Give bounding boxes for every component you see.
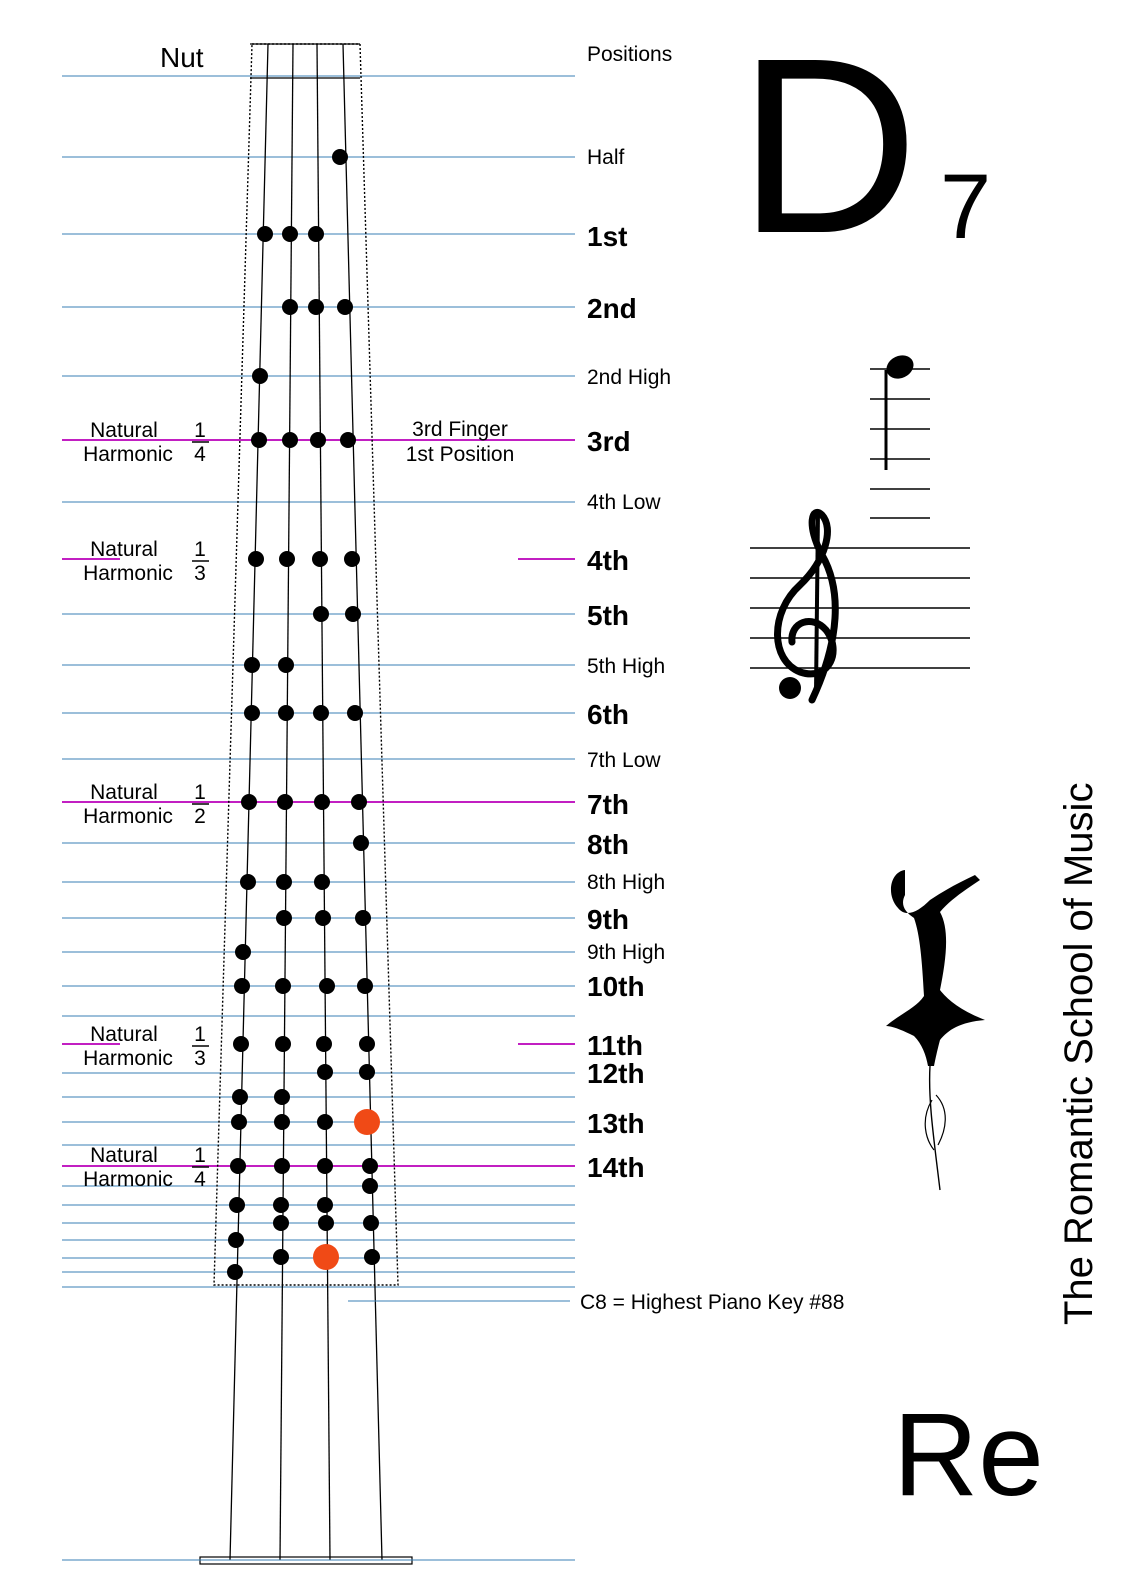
position-label-3rd: 3rd — [587, 426, 631, 457]
note-dot — [310, 432, 326, 448]
harmonic-label-harmonic: Harmonic — [83, 443, 173, 466]
finger-dots — [227, 149, 380, 1280]
position-label-10th: 10th — [587, 971, 645, 1002]
nut-label: Nut — [160, 42, 204, 73]
note-dot — [347, 705, 363, 721]
harmonic-label-natural: Natural — [90, 419, 158, 442]
position-label-14th: 14th — [587, 1152, 645, 1183]
note-dot — [244, 705, 260, 721]
note-dot — [234, 978, 250, 994]
harmonic-denominator: 2 — [194, 805, 206, 828]
note-dot — [337, 299, 353, 315]
note-dot — [274, 1158, 290, 1174]
position-label-4th: 4th — [587, 545, 629, 576]
harmonic-label-group — [83, 538, 209, 585]
position-label-1st: 1st — [587, 221, 628, 252]
position-label-8th-high: 8th High — [587, 871, 666, 894]
position-labels — [587, 146, 671, 1183]
note-dot — [318, 1215, 334, 1231]
harmonic-label-harmonic: Harmonic — [83, 805, 173, 828]
note-dot — [317, 1114, 333, 1130]
note-dot — [332, 149, 348, 165]
position-label-6th: 6th — [587, 699, 629, 730]
note-dot — [317, 1064, 333, 1080]
position-label-2nd: 2nd — [587, 293, 637, 324]
note-dot — [231, 1114, 247, 1130]
note-dot — [240, 874, 256, 890]
school-name: The Romantic School of Music — [1057, 782, 1101, 1325]
harmonic-numerator: 1 — [194, 1144, 206, 1167]
note-dot — [357, 978, 373, 994]
note-dot — [316, 1036, 332, 1052]
note-dot — [273, 1215, 289, 1231]
note-dot — [345, 606, 361, 622]
position-label-12th: 12th — [587, 1058, 645, 1089]
harmonic-label-harmonic: Harmonic — [83, 562, 173, 585]
note-dot — [277, 794, 293, 810]
note-dot — [274, 1089, 290, 1105]
note-dot — [257, 226, 273, 242]
harmonic-label-group — [83, 1144, 209, 1191]
note-dot — [363, 1215, 379, 1231]
note-dot — [314, 874, 330, 890]
position-label-5th: 5th — [587, 600, 629, 631]
note-dot — [230, 1158, 246, 1174]
note-dot — [364, 1249, 380, 1265]
harmonic-label-natural: Natural — [90, 538, 158, 561]
note-dot — [279, 551, 295, 567]
note-dot — [308, 299, 324, 315]
note-head-icon — [883, 351, 918, 470]
note-dot — [275, 978, 291, 994]
position-label-5th-high: 5th High — [587, 655, 666, 678]
note-dot — [282, 299, 298, 315]
harmonic-label-group — [83, 1023, 209, 1070]
note-dot — [308, 226, 324, 242]
note-dot — [273, 1197, 289, 1213]
treble-clef-icon — [778, 512, 836, 700]
note-dot — [248, 551, 264, 567]
note-dot — [359, 1036, 375, 1052]
note-dot — [278, 657, 294, 673]
positions-heading: Positions — [587, 43, 673, 66]
note-dot — [276, 910, 292, 926]
note-dot — [355, 910, 371, 926]
harmonic-numerator: 1 — [194, 419, 206, 442]
harmonic-denominator: 4 — [194, 1168, 206, 1191]
note-dot — [319, 978, 335, 994]
note-dot — [351, 794, 367, 810]
harmonic-denominator: 4 — [194, 443, 206, 466]
harmonic-numerator: 1 — [194, 538, 206, 561]
note-dot — [359, 1064, 375, 1080]
note-dot — [244, 657, 260, 673]
harmonic-denominator: 3 — [194, 1047, 206, 1070]
harmonic-label-natural: Natural — [90, 781, 158, 804]
note-dot — [317, 1197, 333, 1213]
highlighted-note-dot — [313, 1244, 339, 1270]
note-dot — [241, 794, 257, 810]
note-dot — [313, 705, 329, 721]
note-dot — [228, 1232, 244, 1248]
note-dot — [252, 368, 268, 384]
position-label-9th: 9th — [587, 904, 629, 935]
position-label-7th-low: 7th Low — [587, 749, 661, 772]
harmonic-label-natural: Natural — [90, 1023, 158, 1046]
note-dot — [274, 1114, 290, 1130]
position-label-8th: 8th — [587, 829, 629, 860]
chord-number: 7 — [940, 156, 992, 258]
note-dot — [353, 835, 369, 851]
note-dot — [233, 1036, 249, 1052]
finger-note-line-2: 1st Position — [405, 443, 515, 466]
note-dot — [235, 944, 251, 960]
harmonic-numerator: 1 — [194, 781, 206, 804]
violinist-silhouette-icon — [886, 870, 985, 1190]
note-dot — [227, 1264, 243, 1280]
position-label-half: Half — [587, 146, 625, 169]
harmonic-labels — [83, 419, 209, 1191]
note-dot — [340, 432, 356, 448]
harmonic-numerator: 1 — [194, 1023, 206, 1046]
harmonic-label-group — [83, 781, 209, 828]
harmonic-label-group — [83, 419, 209, 466]
note-dot — [317, 1158, 333, 1174]
note-dot — [344, 551, 360, 567]
highest-note-label: C8 = Highest Piano Key #88 — [580, 1291, 845, 1314]
note-dot — [362, 1178, 378, 1194]
position-label-9th-high: 9th High — [587, 941, 666, 964]
note-dot — [312, 551, 328, 567]
position-label-13th: 13th — [587, 1108, 645, 1139]
note-dot — [275, 1036, 291, 1052]
note-dot — [282, 226, 298, 242]
harmonic-denominator: 3 — [194, 562, 206, 585]
note-dot — [313, 606, 329, 622]
note-dot — [251, 432, 267, 448]
harmonic-label-harmonic: Harmonic — [83, 1047, 173, 1070]
chord-letter: D — [738, 6, 919, 285]
highlighted-note-dot — [354, 1109, 380, 1135]
note-dot — [273, 1249, 289, 1265]
note-dot — [314, 794, 330, 810]
harmonic-label-harmonic: Harmonic — [83, 1168, 173, 1191]
position-label-7th: 7th — [587, 789, 629, 820]
position-label-11th: 11th — [587, 1030, 644, 1061]
position-label-4th-low: 4th Low — [587, 491, 661, 514]
note-dot — [229, 1197, 245, 1213]
ledger-lines — [870, 369, 930, 518]
note-dot — [278, 705, 294, 721]
position-label-2nd-high: 2nd High — [587, 366, 672, 389]
finger-note-line-1: 3rd Finger — [412, 418, 508, 441]
note-dot — [315, 910, 331, 926]
note-dot — [276, 874, 292, 890]
solfege-syllable: Re — [893, 1389, 1044, 1521]
note-dot — [232, 1089, 248, 1105]
harmonic-label-natural: Natural — [90, 1144, 158, 1167]
note-dot — [362, 1158, 378, 1174]
note-dot — [282, 432, 298, 448]
